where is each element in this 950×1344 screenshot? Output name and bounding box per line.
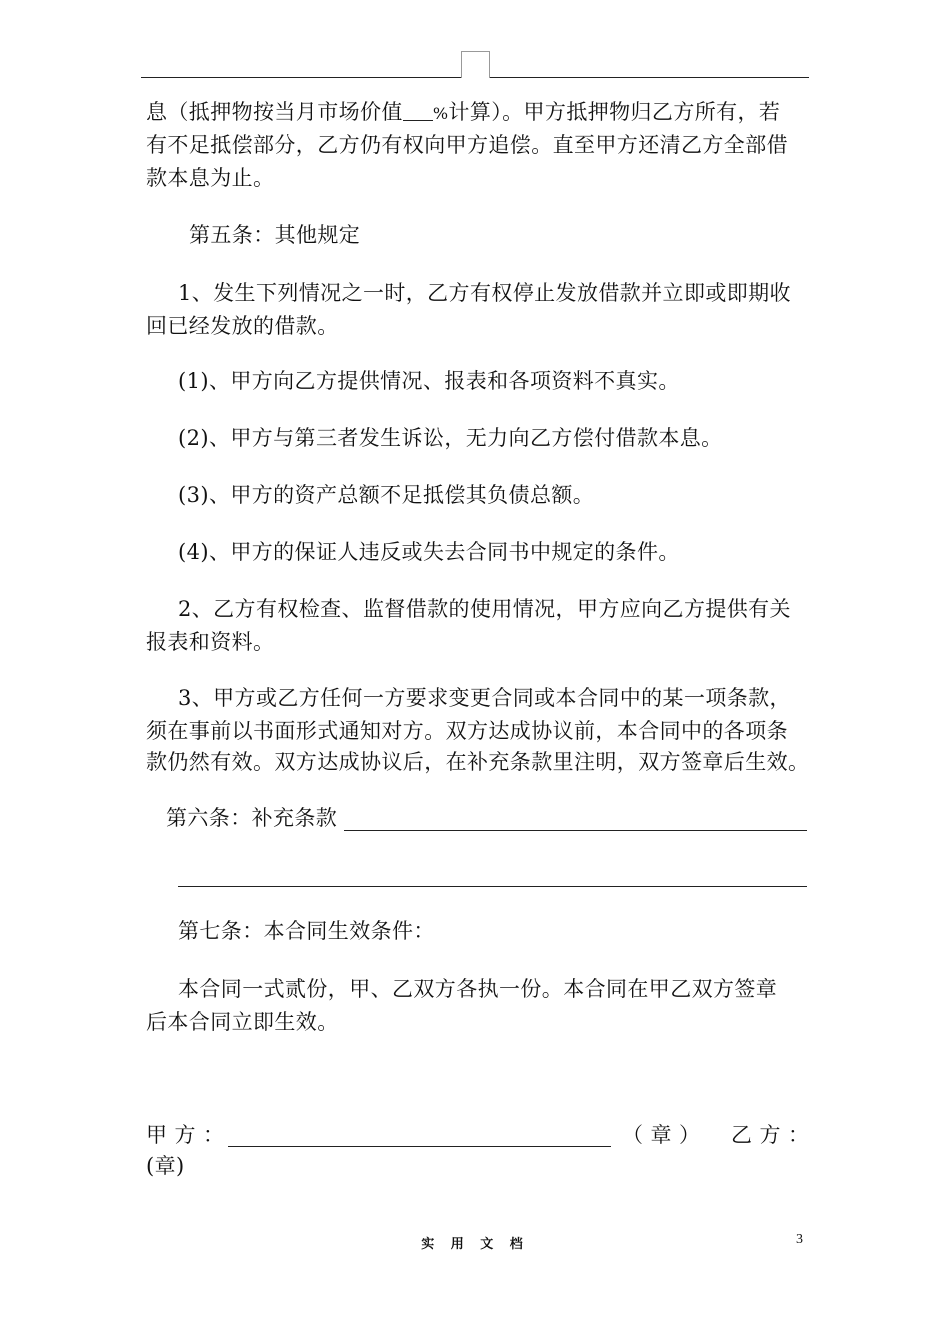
header-tab-box [461,51,490,78]
article-5-item-1-line-1: 1、发生下列情况之一时，乙方有权停止发放借款并立即或即期收 [178,281,791,305]
party-a-label: 甲 方 ： [146,1123,225,1147]
article-7-heading: 第七条：本合同生效条件： [178,919,435,943]
article-7-line-2: 后本合同立即生效。 [146,1010,339,1034]
continuation-line-2: 有不足抵偿部分，乙方仍有权向甲方追偿。直至甲方还清乙方全部借 [146,133,788,157]
article-5-item-3-line-1: 3、甲方或乙方任何一方要求变更合同或本合同中的某一项条款， [178,686,791,710]
party-a-signature-line[interactable] [228,1146,611,1147]
percent-blank[interactable] [403,98,433,121]
article-7-line-1: 本合同一式贰份，甲、乙双方各执一份。本合同在甲乙双方签章 [178,977,778,1001]
article-5-item-3-line-2: 须在事前以书面形式通知对方。双方达成协议前，本合同中的各项条 [146,719,788,743]
article-5-item-2-line-2: 报表和资料。 [146,630,275,654]
footer-title: 实 用 文 档 [421,1237,529,1252]
article-5-sub-1: (1)、甲方向乙方提供情况、报表和各项资料不真实。 [178,369,680,393]
party-a-seal: （ 章 ） [622,1123,701,1147]
article-5-sub-4: (4)、甲方的保证人违反或失去合同书中规定的条件。 [178,540,680,564]
article-5-sub-2: (2)、甲方与第三者发生诉讼，无力向乙方偿付借款本息。 [178,426,723,450]
continuation-line-3: 款本息为止。 [146,166,275,190]
article-5-item-1-line-2: 回已经发放的借款。 [146,314,339,338]
continuation-line-1-pre: 息（抵押物按当月市场价值 [146,100,403,124]
article-5-sub-3: (3)、甲方的资产总额不足抵偿其负债总额。 [178,483,595,507]
continuation-line-1-post: 计算）。甲方抵押物归乙方所有，若 [448,100,781,124]
article-5-item-3-line-3: 款仍然有效。双方达成协议后，在补充条款里注明，双方签章后生效。 [146,750,810,774]
party-b-seal: (章) [146,1154,185,1178]
supplement-fill-line-1[interactable] [344,830,807,831]
article-5-item-2-line-1: 2、乙方有权检查、监督借款的使用情况，甲方应向乙方提供有关 [178,597,791,621]
page-number: 3 [796,1232,803,1247]
supplement-fill-line-2[interactable] [178,886,807,887]
percent-sign: % [432,104,449,123]
party-b-label: 乙 方 ： [731,1123,810,1147]
continuation-line-1 [146,98,780,128]
article-5-heading: 第五条：其他规定 [189,223,361,247]
article-6-heading: 第六条：补充条款 [166,806,338,830]
